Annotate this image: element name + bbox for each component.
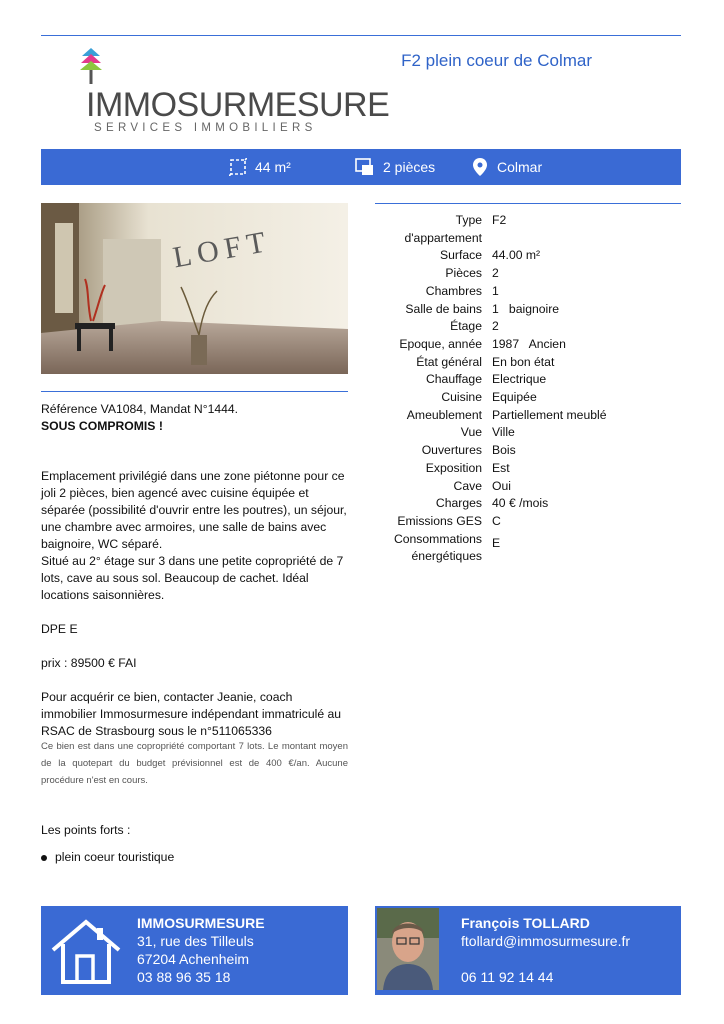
description-line: Emplacement privilégié dans une zone piétonne pour ce (41, 469, 345, 483)
spec-value: Ville (492, 425, 515, 440)
photo-sign-text: LOFT (170, 224, 274, 275)
spec-label: Cave (453, 478, 482, 493)
spec-row (375, 318, 681, 336)
spec-value: E (492, 535, 501, 550)
description-line: séparée (possibilité d'ouvrir entre les poutres), un séjour, (41, 503, 347, 517)
spec-row (375, 371, 681, 389)
spec-label: Consommations énergétiques (393, 531, 482, 564)
spec-value: 2 (492, 266, 499, 281)
spec-label: Exposition (425, 460, 482, 475)
spec-label: Pièces (445, 266, 482, 281)
spec-value: Partiellement meublé (492, 407, 607, 422)
spec-value: Est (492, 460, 510, 475)
spec-row (375, 301, 681, 319)
surface-icon (229, 158, 247, 176)
spec-value: C (492, 513, 501, 528)
spec-value: 1 (492, 283, 499, 298)
spec-row (375, 424, 681, 442)
dpe-line: DPE E (41, 622, 78, 636)
rooms-icon (355, 158, 375, 176)
spec-row (375, 283, 681, 301)
spec-row (375, 212, 681, 247)
logo-tree-icon (80, 48, 102, 84)
spec-label: Salle de bains (405, 301, 482, 316)
spec-label: État général (416, 354, 482, 369)
description-line: une chambre avec armoires, une salle de bains avec (41, 520, 327, 534)
spec-value: 2 (492, 319, 499, 334)
company-logo (80, 48, 390, 140)
spec-label: Ouvertures (421, 443, 482, 458)
description-line: lots, cave au sous sol. Beaucoup de cachet. Idéal (41, 571, 309, 585)
spec-row (375, 265, 681, 283)
summary-bar (41, 149, 681, 185)
specs-rule (375, 203, 681, 204)
spec-row (375, 407, 681, 425)
description-line: joli 2 pièces, bien agencé avec cuisine équipée et (41, 486, 309, 500)
summary-city-label: Colmar (497, 159, 543, 175)
spec-label: Surface (439, 248, 482, 263)
spec-label: Charges (435, 496, 482, 511)
spec-label: Cuisine (441, 390, 482, 405)
contact-line: RSAC de Strasbourg sous le n°511065336 (41, 724, 272, 738)
summary-rooms-label: 2 pièces (383, 159, 436, 175)
spec-label: Vue (460, 425, 482, 440)
spec-label: Chambres (425, 283, 482, 298)
spec-label: Ameublement (406, 407, 482, 422)
spec-value: Oui (492, 478, 511, 493)
spec-value: 44.00 m² (492, 248, 541, 263)
spec-row (375, 336, 681, 354)
map-pin-icon (473, 158, 487, 176)
status-line: SOUS COMPROMIS ! (41, 419, 163, 433)
summary-city (473, 149, 542, 185)
spec-value: Equipée (492, 390, 537, 405)
spec-label: Emissions GES (397, 513, 482, 528)
top-rule (41, 35, 681, 36)
spec-label: Epoque, année (399, 336, 482, 351)
spec-row (375, 460, 681, 478)
description-block (41, 468, 348, 740)
agency-city: 67204 Achenheim (137, 951, 250, 967)
agent-phone[interactable]: 06 11 92 14 44 (461, 969, 554, 985)
spec-value: 40 € /mois (492, 496, 549, 511)
spec-label: Chauffage (425, 372, 482, 387)
summary-surface (229, 149, 291, 185)
summary-rooms (355, 149, 435, 185)
spec-label: Étage (450, 319, 482, 334)
spec-row (375, 389, 681, 407)
spec-row (375, 247, 681, 265)
spec-row (375, 531, 681, 566)
reference-block (41, 401, 348, 435)
spec-row (375, 442, 681, 460)
property-photo (41, 203, 348, 374)
agent-name: François TOLLARD (461, 915, 590, 931)
spec-value: 1 baignoire (492, 301, 560, 316)
spec-row (375, 478, 681, 496)
contact-line: Pour acquérir ce bien, contacter Jeanie, coach (41, 690, 293, 704)
agent-email[interactable]: ftollard@immosurmesure.fr (461, 933, 631, 949)
reference-line: Référence VA1084, Mandat N°1444. (41, 402, 239, 416)
agency-street: 31, rue des Tilleuls (137, 933, 254, 949)
description-line: Situé au 2° étage sur 3 dans une petite copropriété de 7 (41, 554, 344, 568)
spec-value: Bois (492, 443, 516, 458)
contact-line: immobilier Immosurmesure indépendant immatriculé au (41, 707, 342, 721)
home-icon (49, 916, 123, 986)
page-title: F2 plein coeur de Colmar (401, 51, 592, 70)
spec-label: Type d'appartement (404, 213, 482, 245)
agency-name: IMMOSURMESURE (137, 915, 265, 931)
highlights-title: Les points forts : (41, 823, 131, 837)
spec-value: 1987 Ancien (492, 336, 566, 351)
description-line: locations saisonnières. (41, 588, 165, 602)
logo-subtitle: SERVICES IMMOBILIERS (94, 122, 317, 134)
agency-card (41, 906, 348, 995)
spec-value: F2 (492, 213, 507, 227)
photo-divider (41, 391, 348, 392)
spec-value: En bon état (492, 354, 555, 369)
agency-phone: 03 88 96 35 18 (137, 969, 231, 985)
description-line: baignoire, WC séparé. (41, 537, 163, 551)
spec-value: Electrique (492, 372, 547, 387)
spec-row (375, 513, 681, 531)
agent-card (375, 906, 681, 995)
legal-notice: Ce bien est dans une copropriété comportant 7 lots. Le montant moyen de la quotepart du budget prévisionnel est de 400 €/an. Aucune procédure n'est en cours. (41, 741, 348, 786)
bullet-icon (41, 855, 47, 861)
agent-avatar (377, 908, 439, 990)
spec-row (375, 354, 681, 372)
highlight-item (41, 850, 174, 864)
specs-table (375, 212, 681, 566)
summary-surface-label: 44 m² (255, 159, 291, 175)
spec-row (375, 495, 681, 513)
logo-brand: IMMOSURMESURE (86, 86, 390, 124)
price-line: prix : 89500 € FAI (41, 656, 137, 670)
highlight-text: plein coeur touristique (55, 850, 175, 864)
